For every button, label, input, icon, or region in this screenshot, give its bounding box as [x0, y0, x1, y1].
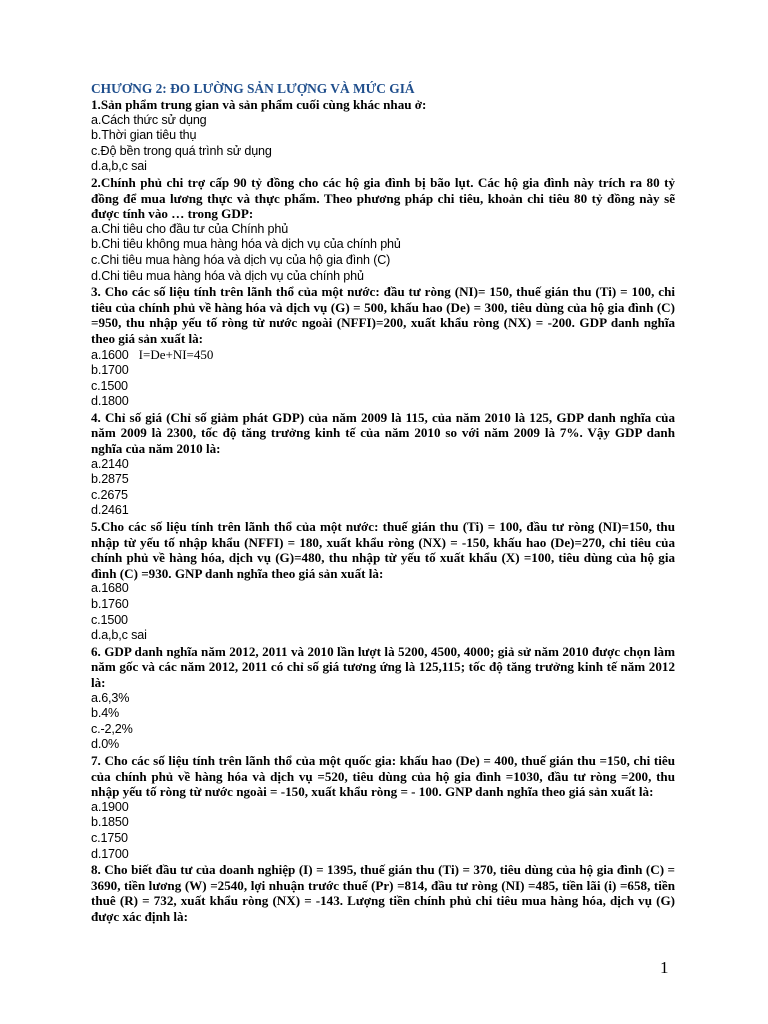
option-b: b.1760	[91, 597, 129, 611]
option-b: b.2875	[91, 472, 129, 487]
question-text: 2.Chính phủ chi trợ cấp 90 tỷ đồng cho các hộ gia đình bị bão lụt. Các hộ gia đình này trích ra 80 tỷ đồng để mua lương thực và thực phẩm. Theo phương pháp chi tiêu, khoản chi tiêu 80 tỷ đồng này sẽ được tính vào … trong GDP:	[91, 174, 675, 222]
option-d: d.2461	[91, 503, 129, 518]
question-5	[91, 519, 675, 644]
option-a: a.1680	[91, 581, 129, 596]
question-text: 6. GDP danh nghĩa năm 2012, 2011 và 2010 lần lượt là 5200, 4500, 4000; giả sử năm 2010 được chọn làm năm gốc và các năm 2012, 2011 có chỉ số giá tương ứng là 125,115; tốc độ tăng trưởng kinh tế năm 2012 là:	[91, 643, 675, 690]
option-b: b.4%	[91, 706, 120, 721]
page-number: 1	[660, 958, 669, 977]
option-d: d.a,b,c sai	[91, 159, 147, 174]
option-d: d.Chi tiêu mua hàng hóa và dịch vụ của chính phủ	[91, 268, 364, 283]
option-c: c.Độ bền trong quá trình sử dụng	[91, 143, 272, 158]
option-d: d.0%	[91, 737, 120, 752]
option-b: b.1700	[91, 363, 129, 378]
option-b: b.Chi tiêu không mua hàng hóa và dịch vụ của chính phủ	[91, 237, 401, 252]
question-3	[91, 284, 675, 410]
chapter-title: CHƯƠNG 2: ĐO LƯỜNG SẢN LƯỢNG VÀ MỨC GIÁ	[91, 81, 415, 96]
option-a-with-note	[91, 347, 675, 364]
question-6	[91, 644, 675, 753]
question-4	[91, 410, 675, 519]
option-c: c.2675	[91, 487, 128, 502]
option-a: a.Chi tiêu cho đầu tư của Chính phủ	[91, 221, 289, 236]
question-text: 1.Sản phẩm trung gian và sản phẩm cuối cùng khác nhau ở:	[91, 97, 427, 112]
question-8	[91, 862, 675, 924]
question-text: 4. Chỉ số giá (Chỉ số giảm phát GDP) của năm 2009 là 115, của năm 2010 là 125, GDP danh nghĩa của năm 2009 là 2300, tốc độ tăng trưởng kinh tế của năm 2010 so với năm 2009 là 7%. Vậy GDP danh nghĩa của năm 2010 là:	[91, 409, 675, 457]
option-c: c.-2,2%	[91, 721, 133, 736]
question-text: 3. Cho các số liệu tính trên lãnh thổ của một nước: đầu tư ròng (NI)= 150, thuế gián thu (Ti) = 100, chi tiêu của chính phủ về hàng hóa và dịch vụ (G) = 500, khấu hao (De) = 300, tiêu dùng của hộ gia đình (C) =950, thu nhập yếu tố ròng từ nước ngoài (NFFI)=200, xuất khẩu ròng (NX) = -200. GDP danh nghĩa theo giá sản xuất là:	[91, 284, 675, 346]
option-a: a.Cách thức sử dụng	[91, 112, 207, 127]
option-c: c.1500	[91, 378, 128, 393]
option-a: a.6,3%	[91, 690, 130, 705]
option-c: c.Chi tiêu mua hàng hóa và dịch vụ của hộ gia đình (C)	[91, 252, 391, 267]
page-content	[91, 80, 675, 924]
question-1	[91, 97, 675, 175]
question-text: 7. Cho các số liệu tính trên lãnh thổ của một quốc gia: khấu hao (De) = 400, thuế gián thu =150, chi tiêu của chính phủ về hàng hóa và dịch vụ =520, tiêu dùng của hộ gia đình =1030, đầu tư ròng =200, thu nhập yếu tố ròng từ nước ngoài = -150, xuất khẩu ròng = - 100. GNP danh nghĩa theo giá sản xuất là:	[91, 752, 675, 800]
option-b: b.Thời gian tiêu thụ	[91, 128, 197, 143]
option-d: d.1700	[91, 846, 129, 861]
option-a: a.2140	[91, 456, 129, 471]
option-d: d.1800	[91, 394, 129, 409]
question-7	[91, 753, 675, 862]
question-2	[91, 175, 675, 284]
question-text: 8. Cho biết đầu tư của doanh nghiệp (I) = 1395, thuế gián thu (Ti) = 370, tiêu dùng của hộ gia đình (C) = 3690, tiền lương (W) =2540, lợi nhuận trước thuế (Pr) =814, đầu tư ròng (NI) =485, tiền lãi (i) =658, tiền thuê (R) = 732, xuất khẩu ròng (NX) = -143. Lượng tiền chính phủ chi tiêu mua hàng hóa, dịch vụ (G) được xác định là:	[91, 862, 675, 924]
option-a: a.1600	[91, 347, 129, 362]
option-b: b.1850	[91, 815, 129, 830]
handwritten-note: I=De+NI=450	[138, 346, 214, 362]
option-d: d.a,b,c sai	[91, 628, 147, 643]
option-c: c.1500	[91, 612, 128, 627]
question-text: 5.Cho các số liệu tính trên lãnh thổ của một nước: thuế gián thu (Ti) = 100, đầu tư ròng (NI)=150, thu nhập từ yếu tố nhập khẩu (NFFI) = 180, xuất khẩu ròng (NX) = -150, khấu hao (De)=270, chi tiêu của chính phủ về hàng hóa, dịch vụ (G)=480, thu nhập từ yếu tố xuất khẩu (X) =100, tiêu dùng của hộ gia đình (C) =930. GNP danh nghĩa theo giá sản xuất là:	[91, 519, 675, 581]
option-a: a.1900	[91, 799, 129, 814]
option-c: c.1750	[91, 830, 128, 845]
